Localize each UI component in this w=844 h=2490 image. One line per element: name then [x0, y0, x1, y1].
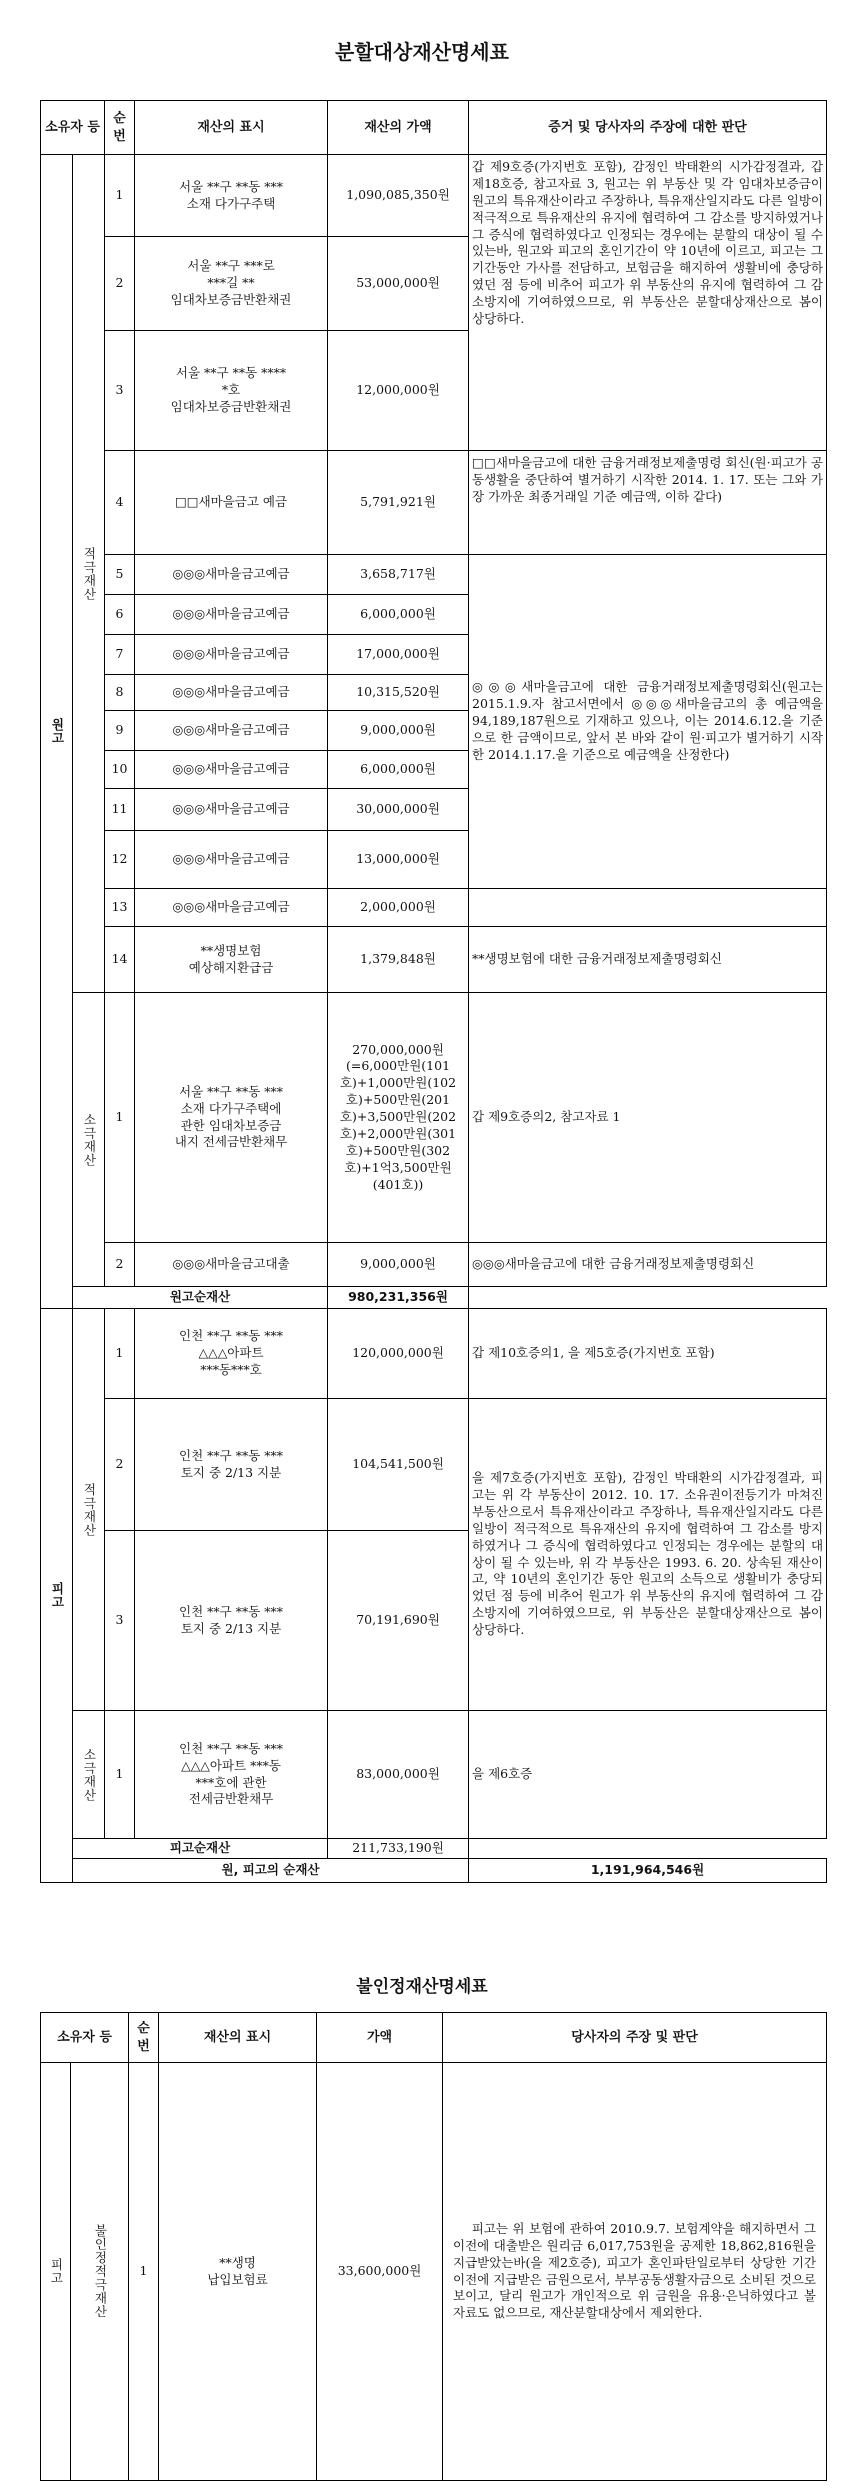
- property-desc: □□새마을금고 예금: [135, 451, 328, 555]
- property-value: 6,000,000원: [328, 595, 469, 635]
- property-desc: ◎◎◎새마을금고예금: [135, 789, 328, 831]
- property-value: 83,000,000원: [328, 1711, 469, 1839]
- row-no: 3: [105, 331, 135, 451]
- property-value: 2,000,000원: [328, 889, 469, 927]
- property-desc: 인천 **구 **동 *** 토지 중 2/13 지분: [135, 1399, 328, 1531]
- defendant-negative-label: 소극재산: [73, 1711, 105, 1839]
- property-value: 13,000,000원: [328, 831, 469, 889]
- plaintiff-negative-label: 소극재산: [73, 993, 105, 1287]
- row-no: 14: [105, 927, 135, 993]
- property-desc: 인천 **구 **동 *** △△△아파트 ***동***호: [135, 1309, 328, 1399]
- property-value: 70,191,690원: [328, 1531, 469, 1711]
- property-value: 5,791,921원: [328, 451, 469, 555]
- defendant-positive-label: 적극재산: [73, 1309, 105, 1711]
- property-desc: ◎◎◎새마을금고예금: [135, 555, 328, 595]
- property-desc: 인천 **구 **동 *** 토지 중 2/13 지분: [135, 1531, 328, 1711]
- property-value: 1,379,848원: [328, 927, 469, 993]
- judgment-note: 을 제6호증: [469, 1711, 827, 1839]
- property-division-table: [40, 100, 827, 1883]
- plaintiff-net-value: 980,231,356원: [328, 1287, 469, 1309]
- judgment-note: ◎◎◎새마을금고에 대한 금융거래정보제출명령회신: [469, 1243, 827, 1287]
- property-desc: ◎◎◎새마을금고예금: [135, 711, 328, 751]
- property-desc: **생명 납입보험료: [159, 2063, 317, 2481]
- property-value: 104,541,500원: [328, 1399, 469, 1531]
- row-no: 1: [105, 1711, 135, 1839]
- property-desc: 서울 **구 ***로 ***길 ** 임대차보증금반환채권: [135, 237, 328, 331]
- property-desc: 인천 **구 **동 *** △△△아파트 ***동 ***호에 관한 전세금반환채무: [135, 1711, 328, 1839]
- property-desc: ◎◎◎새마을금고예금: [135, 595, 328, 635]
- property-desc: 서울 **구 **동 **** *호 임대차보증금반환채권: [135, 331, 328, 451]
- row-no: 4: [105, 451, 135, 555]
- total-net-value: 1,191,964,546원: [469, 1859, 827, 1883]
- property-value: 12,000,000원: [328, 331, 469, 451]
- header-owner: 소유자 등: [41, 101, 105, 155]
- property-desc: ◎◎◎새마을금고대출: [135, 1243, 328, 1287]
- total-net-label: 원, 피고의 순재산: [73, 1859, 469, 1883]
- row-no: 6: [105, 595, 135, 635]
- property-desc: ◎◎◎새마을금고예금: [135, 831, 328, 889]
- judgment-note: 갑 제9호증의2, 참고자료 1: [469, 993, 827, 1243]
- row-no: 11: [105, 789, 135, 831]
- judgment-note: 갑 제10호증의1, 을 제5호증(가지번호 포함): [469, 1309, 827, 1399]
- property-value: 10,315,520원: [328, 675, 469, 711]
- unrecognized-property-table: [40, 2012, 827, 2481]
- row-no: 1: [105, 155, 135, 237]
- header-owner: 소유자 등: [41, 2013, 129, 2063]
- judgment-note: **생명보험에 대한 금융거래정보제출명령회신: [469, 927, 827, 993]
- property-value: 270,000,000원(=6,000만원(101호)+1,000만원(102호)+500만원(201호)+3,500만원(202호)+2,000만원(301호)+500만원(302호)+1억3,500만원(401호)): [328, 993, 469, 1243]
- property-value: 9,000,000원: [328, 711, 469, 751]
- property-value: 53,000,000원: [328, 237, 469, 331]
- row-no: 13: [105, 889, 135, 927]
- row-no: 9: [105, 711, 135, 751]
- defendant-label: 피고: [41, 1309, 73, 1883]
- row-no: 8: [105, 675, 135, 711]
- property-value: 30,000,000원: [328, 789, 469, 831]
- row-no: 12: [105, 831, 135, 889]
- property-value: 9,000,000원: [328, 1243, 469, 1287]
- judgment-note: ◎◎◎새마을금고에 대한 금융거래정보제출명령회신(원고는 2015.1.9.자 참고서면에서 ◎◎◎새마을금고의 총 예금액을 94,189,187원으로 기재하고 있으나, 이는 2014.6.12.을 기준으로 한 금액이므로, 앞서 본 바와 같이 원·피고가 별거하기 시작한 2014.1.17.을 기준으로 예금액을 산정한다): [469, 555, 827, 889]
- property-value: 120,000,000원: [328, 1309, 469, 1399]
- plaintiff-positive-label: 적극재산: [73, 155, 105, 993]
- header-judgment: 당사자의 주장 및 판단: [443, 2013, 827, 2063]
- unrecognized-positive-label: 불인정적극재산: [71, 2063, 129, 2481]
- judgment-note: 피고는 위 보험에 관하여 2010.9.7. 보험계약을 해지하면서 그 이전에 대출받은 원리금 6,017,753원을 공제한 18,862,816원을 지급받았는바(을 제2호증), 피고가 혼인파탄일로부터 상당한 기간 이전에 지급받은 금원으로서, 부부공동생활자금으로 소비된 것으로 보이고, 달리 원고가 개인적으로 위 금원을 유용·은닉하였다고 볼 자료도 없으므로, 재산분할대상에서 제외한다.: [443, 2063, 827, 2481]
- property-value: 1,090,085,350원: [328, 155, 469, 237]
- property-desc: **생명보험 예상해지환급금: [135, 927, 328, 993]
- defendant-net-value: 211,733,190원: [328, 1839, 469, 1859]
- row-no: 3: [105, 1531, 135, 1711]
- property-desc: ◎◎◎새마을금고예금: [135, 889, 328, 927]
- defendant-net-label: 피고순재산: [73, 1839, 328, 1859]
- property-desc: 서울 **구 **동 *** 소재 다가구주택에 관한 임대차보증금 내지 전세금반환채무: [135, 993, 328, 1243]
- row-no: 2: [105, 1243, 135, 1287]
- header-judgment: 증거 및 당사자의 주장에 대한 판단: [469, 101, 827, 155]
- owner-defendant: 피고: [41, 2063, 71, 2481]
- property-desc: ◎◎◎새마을금고예금: [135, 751, 328, 789]
- header-desc: 재산의 표시: [159, 2013, 317, 2063]
- property-desc: 서울 **구 **동 *** 소재 다가구주택: [135, 155, 328, 237]
- property-value: 33,600,000원: [317, 2063, 443, 2481]
- header-value: 가액: [317, 2013, 443, 2063]
- row-no: 5: [105, 555, 135, 595]
- row-no: 10: [105, 751, 135, 789]
- header-value: 재산의 가액: [328, 101, 469, 155]
- judgment-note: 갑 제9호증(가지번호 포함), 감정인 박태환의 시가감정결과, 갑 제18호증, 참고자료 3, 원고는 위 부동산 및 각 임대차보증금이 원고의 특유재산이라고 주장하나, 특유재산일지라도 다른 일방이 적극적으로 특유재산의 유지에 협력하여 그 감소를 방지하였거나 그 증식에 협력하였다고 인정되는 경우에는 분할의 대상이 될 수 있는바, 원고와 피고의 혼인기간이 약 10년에 이르고, 피고는 그 기간동안 가사를 전담하고, 보험금을 해지하여 생활비에 충당하였던 점 등에 비추어 피고가 위 부동산의 유지에 협력하여 그 감소방지에 기여하였으므로, 위 부동산은 분할대상재산으로 봄이 상당하다.: [469, 155, 827, 451]
- row-no: 2: [105, 237, 135, 331]
- row-no: 2: [105, 1399, 135, 1531]
- row-no: 7: [105, 635, 135, 675]
- row-no: 1: [129, 2063, 159, 2481]
- judgment-note: □□새마을금고에 대한 금융거래정보제출명령 회신(원·피고가 공동생활을 중단하여 별거하기 시작한 2014. 1. 17. 또는 그와 가장 가까운 최종거래일 기준 예금액, 이하 같다): [469, 451, 827, 555]
- header-desc: 재산의 표시: [135, 101, 328, 155]
- property-value: 6,000,000원: [328, 751, 469, 789]
- table2-title: 불인정재산명세표: [356, 1977, 488, 1997]
- table1-title: 분할대상재산명세표: [335, 40, 509, 64]
- property-value: 17,000,000원: [328, 635, 469, 675]
- header-no: 순번: [129, 2013, 159, 2063]
- plaintiff-label: 원고: [41, 155, 73, 1309]
- property-desc: ◎◎◎새마을금고예금: [135, 675, 328, 711]
- judgment-note: 을 제7호증(가지번호 포함), 감정인 박태환의 시가감정결과, 피고는 위 각 부동산이 2012. 10. 17. 소유권이전등기가 마쳐진 부동산으로서 특유재산이라고 주장하나, 특유재산일지라도 다른 일방이 적극적으로 특유재산의 유지에 협력하여 그 감소를 방지하였거나 그 증식에 협력하였다고 인정되는 경우에는 분할의 대상이 될 수 있는바, 위 각 부동산은 1993. 6. 20. 상속된 재산이고, 약 10년의 혼인기간 동안 원고의 소득으로 생활비가 충당되었던 점 등에 비추어 원고가 위 부동산의 유지에 협력하여 그 감소방지에 기여하였으므로, 위 부동산은 분할대상재산으로 봄이 상당하다.: [469, 1399, 827, 1711]
- row-no: 1: [105, 1309, 135, 1399]
- property-value: 3,658,717원: [328, 555, 469, 595]
- plaintiff-net-label: 원고순재산: [73, 1287, 328, 1309]
- property-desc: ◎◎◎새마을금고예금: [135, 635, 328, 675]
- header-no: 순번: [105, 101, 135, 155]
- row-no: 1: [105, 993, 135, 1243]
